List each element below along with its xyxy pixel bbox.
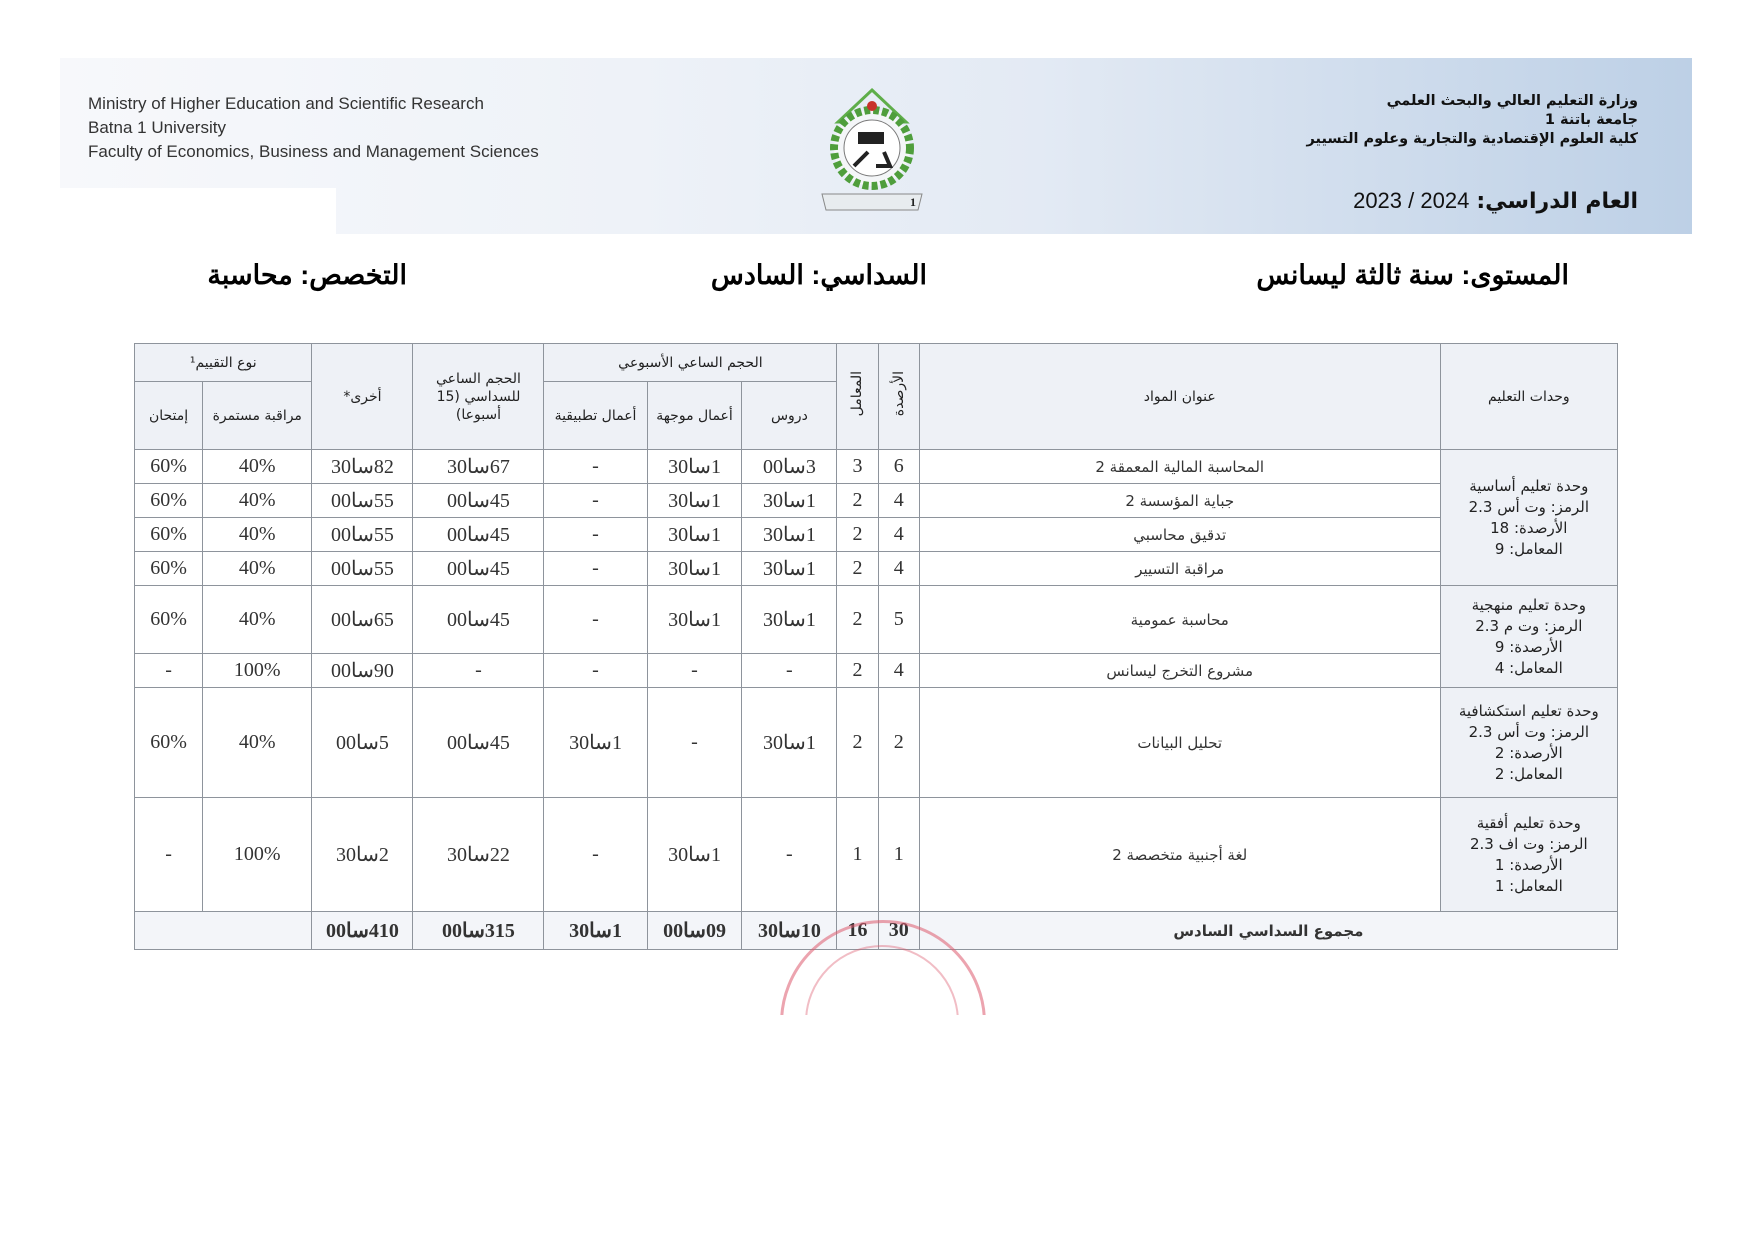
tutorials-cell: 1سا30	[647, 798, 742, 912]
subject-title: المحاسبة المالية المعمقة 2	[919, 450, 1440, 484]
other-cell: 55سا00	[312, 552, 413, 586]
specialty-label: التخصص: محاسبة	[207, 260, 407, 290]
practicals-cell: -	[544, 798, 647, 912]
university-emblem-icon	[802, 82, 942, 222]
svg-text:1: 1	[910, 195, 916, 209]
credits-cell: 6	[878, 450, 919, 484]
header-other: أخرى*	[312, 344, 413, 450]
semester-hours-cell: 67سا30	[413, 450, 544, 484]
total-other: 410سا00	[312, 912, 413, 950]
practicals-cell: -	[544, 518, 647, 552]
continuous-cell: 100%	[203, 798, 312, 912]
table-row	[135, 484, 1618, 518]
table-row	[135, 586, 1618, 654]
teaching-unit-line: الرمز: وت اف 2.3	[1470, 834, 1588, 853]
exam-cell: 60%	[135, 484, 203, 518]
semester-label: السداسي: السادس	[710, 260, 927, 290]
coefficient-cell: 2	[837, 688, 878, 798]
teaching-unit-line: الرمز: وت م 2.3	[1475, 616, 1583, 635]
lectures-cell: 1سا30	[742, 518, 837, 552]
teaching-unit-line: المعامل: 1	[1494, 876, 1563, 895]
teaching-unit-line: وحدة تعليم استكشافية	[1458, 701, 1599, 720]
continuous-cell: 40%	[203, 484, 312, 518]
teaching-unit-line: المعامل: 2	[1494, 764, 1563, 783]
header-coefficient: المعامل	[837, 344, 878, 450]
exam-cell: 60%	[135, 586, 203, 654]
practicals-cell: 1سا30	[544, 688, 647, 798]
semester-hours-cell: 45سا00	[413, 688, 544, 798]
lectures-cell: -	[742, 654, 837, 688]
coefficient-cell: 2	[837, 552, 878, 586]
credits-cell: 4	[878, 552, 919, 586]
other-cell: 2سا30	[312, 798, 413, 912]
page-bottom-space	[0, 1015, 1755, 1241]
teaching-unit-line: الرمز: وت أس 2.3	[1468, 722, 1589, 741]
semester-hours-cell: 22سا30	[413, 798, 544, 912]
tutorials-cell: 1سا30	[647, 518, 742, 552]
continuous-cell: 40%	[203, 518, 312, 552]
tutorials-cell: 1سا30	[647, 484, 742, 518]
coefficient-cell: 2	[837, 654, 878, 688]
curriculum-body	[135, 450, 1618, 912]
ministry-ar: وزارة التعليم العالي والبحث العلمي	[1386, 93, 1638, 109]
exam-cell: 60%	[135, 552, 203, 586]
curriculum-table	[134, 343, 1618, 950]
practicals-cell: -	[544, 552, 647, 586]
coefficient-cell: 2	[837, 586, 878, 654]
tutorials-cell: 1سا30	[647, 450, 742, 484]
ministry-en: Ministry of Higher Education and Scientific Research	[88, 94, 484, 113]
total-label: مجموع السداسي السادس	[919, 912, 1617, 950]
header-weekly-hours: الحجم الساعي الأسبوعي	[544, 344, 837, 382]
subject-title: مراقبة التسيير	[919, 552, 1440, 586]
continuous-cell: 100%	[203, 654, 312, 688]
table-row	[135, 450, 1618, 484]
tutorials-cell: -	[647, 688, 742, 798]
header-evaluation-type: نوع التقييم¹	[135, 344, 312, 382]
teaching-unit-line: وحدة تعليم منهجية	[1471, 595, 1587, 614]
continuous-cell: 40%	[203, 450, 312, 484]
total-tutorials: 09سا00	[647, 912, 742, 950]
credits-cell: 5	[878, 586, 919, 654]
lectures-cell: 1سا30	[742, 484, 837, 518]
university-en: Batna 1 University	[88, 118, 226, 137]
teaching-unit-cell	[1440, 688, 1617, 798]
semester-hours-cell: 45سا00	[413, 484, 544, 518]
lectures-cell: 3سا00	[742, 450, 837, 484]
semester-hours-cell: 45سا00	[413, 518, 544, 552]
subject-title: تدقيق محاسبي	[919, 518, 1440, 552]
total-practicals: 1سا30	[544, 912, 647, 950]
teaching-unit-cell	[1440, 586, 1617, 688]
coefficient-cell: 3	[837, 450, 878, 484]
subject-title: لغة أجنبية متخصصة 2	[919, 798, 1440, 912]
academic-year-value: 2024 / 2023	[1353, 188, 1470, 213]
total-row	[135, 912, 1618, 950]
header-arabic	[1307, 92, 1638, 149]
credits-cell: 4	[878, 518, 919, 552]
academic-year-label: العام الدراسي:	[1476, 189, 1638, 214]
coefficient-cell: 2	[837, 518, 878, 552]
table-row	[135, 798, 1618, 912]
academic-year	[1353, 188, 1638, 214]
teaching-unit-cell	[1440, 450, 1617, 586]
tutorials-cell: 1سا30	[647, 552, 742, 586]
lectures-cell: 1سا30	[742, 688, 837, 798]
practicals-cell: -	[544, 586, 647, 654]
lectures-cell: 1سا30	[742, 552, 837, 586]
faculty-en: Faculty of Economics, Business and Management Sciences	[88, 142, 539, 161]
subject-title: محاسبة عمومية	[919, 586, 1440, 654]
faculty-ar: كلية العلوم الإقتصادية والتجارية وعلوم التسيير	[1306, 131, 1638, 147]
other-cell: 65سا00	[312, 586, 413, 654]
exam-cell: -	[135, 798, 203, 912]
teaching-unit-line: المعامل: 4	[1494, 658, 1563, 677]
subject-title: تحليل البيانات	[919, 688, 1440, 798]
semester-hours-cell: -	[413, 654, 544, 688]
subject-title: مشروع التخرج ليسانس	[919, 654, 1440, 688]
teaching-unit-line: المعامل: 9	[1494, 539, 1563, 558]
credits-cell: 4	[878, 654, 919, 688]
teaching-unit-line: الأرصدة: 1	[1494, 855, 1563, 874]
lectures-cell: -	[742, 798, 837, 912]
university-ar: جامعة باتنة 1	[1544, 112, 1638, 128]
header-units: وحدات التعليم	[1440, 344, 1617, 450]
continuous-cell: 40%	[203, 586, 312, 654]
total-evaluation-empty	[135, 912, 312, 950]
header-exam: إمتحان	[135, 382, 203, 450]
other-cell: 55سا00	[312, 518, 413, 552]
tutorials-cell: 1سا30	[647, 586, 742, 654]
exam-cell: 60%	[135, 518, 203, 552]
table-row	[135, 688, 1618, 798]
total-coefficient: 16	[837, 912, 878, 950]
teaching-unit-line: الأرصدة: 2	[1494, 743, 1563, 762]
header-semester-hours: الحجم الساعي للسداسي (15 أسبوعا)	[413, 344, 544, 450]
semester-hours-cell: 45سا00	[413, 586, 544, 654]
subject-title: جباية المؤسسة 2	[919, 484, 1440, 518]
coefficient-cell: 1	[837, 798, 878, 912]
other-cell: 5سا00	[312, 688, 413, 798]
credits-cell: 4	[878, 484, 919, 518]
practicals-cell: -	[544, 484, 647, 518]
header-lectures: دروس	[742, 382, 837, 450]
teaching-unit-line: الرمز: وت أس 2.3	[1468, 497, 1589, 516]
teaching-unit-cell	[1440, 798, 1617, 912]
other-cell: 90سا00	[312, 654, 413, 688]
total-lectures: 10سا30	[742, 912, 837, 950]
coefficient-cell: 2	[837, 484, 878, 518]
header-practicals: أعمال تطبيقية	[544, 382, 647, 450]
program-info	[0, 260, 1755, 300]
practicals-cell: -	[544, 654, 647, 688]
tutorials-cell: -	[647, 654, 742, 688]
exam-cell: 60%	[135, 450, 203, 484]
exam-cell: 60%	[135, 688, 203, 798]
header-subject-title: عنوان المواد	[919, 344, 1440, 450]
header-tutorials: أعمال موجهة	[647, 382, 742, 450]
table-row	[135, 552, 1618, 586]
header-credits: الأرصدة	[878, 344, 919, 450]
teaching-unit-line: الأرصدة: 18	[1490, 518, 1568, 537]
teaching-unit-line: وحدة تعليم أساسية	[1469, 476, 1589, 495]
credits-cell: 2	[878, 688, 919, 798]
table-row	[135, 654, 1618, 688]
teaching-unit-line: وحدة تعليم أفقية	[1476, 813, 1581, 832]
credits-cell: 1	[878, 798, 919, 912]
teaching-unit-line: الأرصدة: 9	[1494, 637, 1563, 656]
practicals-cell: -	[544, 450, 647, 484]
header-english	[88, 92, 539, 164]
continuous-cell: 40%	[203, 552, 312, 586]
total-semester-hours: 315سا00	[413, 912, 544, 950]
banner-cutout	[60, 188, 336, 234]
semester-hours-cell: 45سا00	[413, 552, 544, 586]
other-cell: 82سا30	[312, 450, 413, 484]
exam-cell: -	[135, 654, 203, 688]
other-cell: 55سا00	[312, 484, 413, 518]
total-credits: 30	[878, 912, 919, 950]
header-continuous: مراقبة مستمرة	[203, 382, 312, 450]
lectures-cell: 1سا30	[742, 586, 837, 654]
continuous-cell: 40%	[203, 688, 312, 798]
table-row	[135, 518, 1618, 552]
level-label: المستوى: سنة ثالثة ليسانس	[1256, 260, 1569, 290]
